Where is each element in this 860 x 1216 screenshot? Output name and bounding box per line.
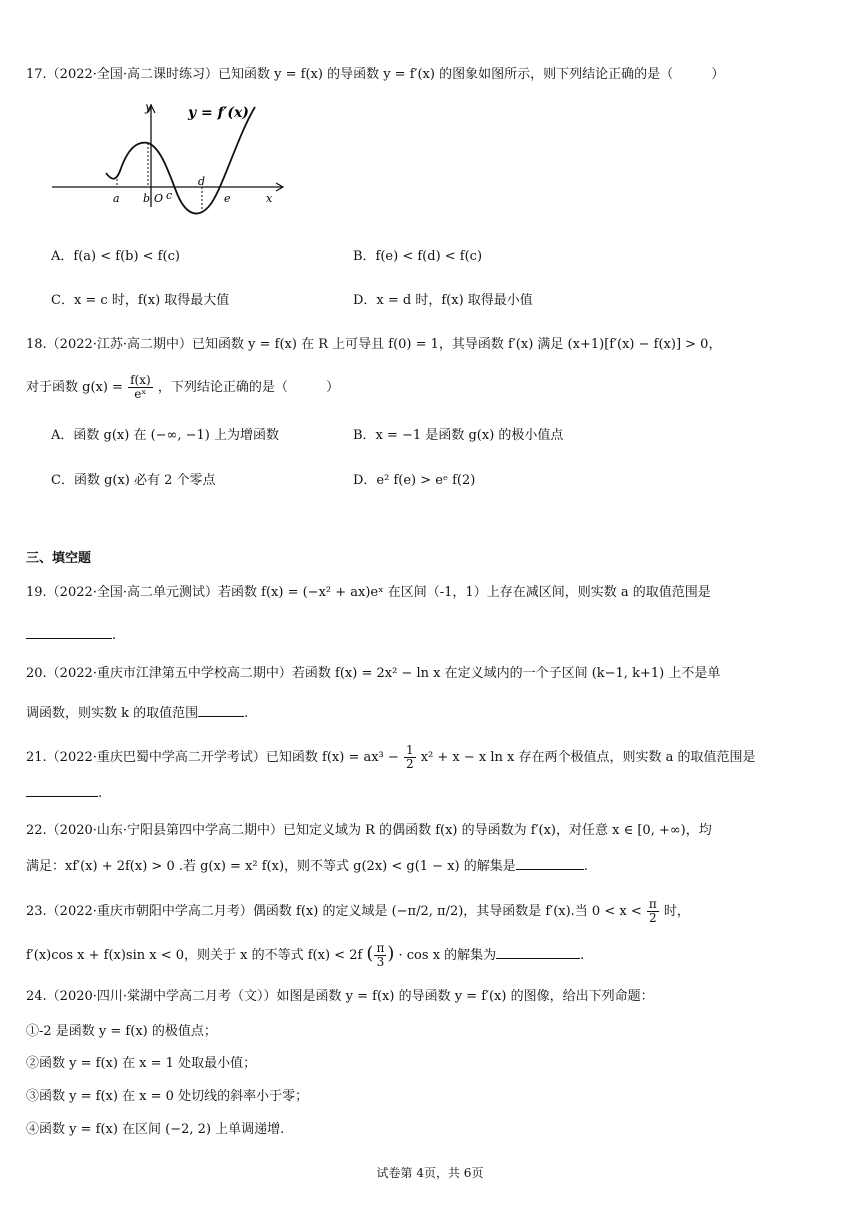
q21-line1-a: 21.（2022·重庆巴蜀中学高二开学考试）已知函数 f(x) = ax³ − xyxy=(26,750,399,765)
q23-line2-a: f′(x)cos x + f(x)sin x < 0，则关于 x 的不等式 f(x) < 2f xyxy=(26,948,363,963)
q17-option-b: B．f(e) < f(d) < f(c) xyxy=(353,249,483,264)
q18-stem-line1: 18.（2022·江苏·高二期中）已知函数 y = f(x) 在 R 上可导且 f(0) = 1，其导函数 f′(x) 满足 (x+1)[f′(x) − f(x)] > 0， xyxy=(26,337,722,352)
q17-option-a: A．f(a) < f(b) < f(c) xyxy=(51,249,180,264)
q18-frac-den: eˣ xyxy=(134,387,147,401)
q21-line2 xyxy=(26,784,102,803)
q17-option-c: C．x = c 时，f(x) 取得最大值 xyxy=(51,293,230,308)
q22-line2-text: 满足：xf′(x) + 2f(x) > 0 .若 g(x) = x² f(x)，则不等式 g(2x) < g(1 − x) 的解集是 xyxy=(26,859,516,874)
q23-line1-b: ，其导函数是 f′(x).当 0 < x < xyxy=(463,904,642,919)
q19-period: . xyxy=(112,628,117,643)
q21-frac-den: 2 xyxy=(405,757,414,771)
q23-line2 xyxy=(26,942,584,969)
q17-label-b: b xyxy=(143,192,151,205)
q18-stem2-b: ，下列结论正确的是（ xyxy=(157,380,288,395)
q18-stem2-a: 对于函数 g(x) = xyxy=(26,380,123,395)
q22-period: . xyxy=(583,859,588,874)
q17-label-d: d xyxy=(198,175,206,188)
q21-frac-num: 1 xyxy=(405,743,414,757)
q23-frac1-den: 2 xyxy=(648,911,657,925)
q22-line1: 22.（2020·山东·宁阳县第四中学高二期中）已知定义域为 R 的偶函数 f(x) 的导函数为 f′(x)，对任意 x ∈ [0, +∞)，均 xyxy=(26,823,712,838)
q24-item-2: ②函数 y = f(x) 在 x = 1 处取最小值； xyxy=(26,1056,257,1071)
q18-stem-line2 xyxy=(26,374,339,401)
q20-period: . xyxy=(244,706,249,721)
section-heading-fill-in: 三、填空题 xyxy=(26,551,92,566)
q17-option-d: D．x = d 时，f(x) 取得最小值 xyxy=(353,293,533,308)
q23-period: . xyxy=(580,948,585,963)
q21-period: . xyxy=(98,786,103,801)
q17-label-a: a xyxy=(113,192,120,205)
q21-line1-b: x² + x − x ln x 存在两个极值点，则实数 a 的取值范围是 xyxy=(420,750,756,765)
q17-label-c: c xyxy=(166,189,173,202)
q18-option-d: D．e² f(e) > eᵉ f(2) xyxy=(353,473,476,488)
q24-item-3: ③函数 y = f(x) 在 x = 0 处切线的斜率小于零； xyxy=(26,1089,309,1104)
q23-frac2-num: π xyxy=(376,941,385,955)
q23-fraction-1 xyxy=(647,898,659,925)
q23-answer-blank[interactable] xyxy=(496,946,580,959)
q17-label-y: y xyxy=(145,100,152,114)
q22-answer-blank[interactable] xyxy=(516,857,584,870)
q23-line2-b: · cos x 的解集为 xyxy=(398,948,497,963)
q17-curve xyxy=(106,107,255,213)
q24-item-4: ④函数 y = f(x) 在区间 (−2, 2) 上单调递增. xyxy=(26,1122,285,1137)
q23-paren-open: ( xyxy=(366,943,374,964)
page-footer: 试卷第 4页，共 6页 xyxy=(376,1166,484,1180)
q20-line2 xyxy=(26,704,248,723)
q18-frac-num: f(x) xyxy=(130,373,151,387)
q18-option-b: B．x = −1 是函数 g(x) 的极小值点 xyxy=(353,428,564,443)
q23-frac1-num: π xyxy=(648,897,657,911)
q20-line2-text: 调函数，则实数 k 的取值范围 xyxy=(26,706,199,721)
q17-label-title: y = f′(x) xyxy=(188,105,249,121)
q23-interval: (−π/2, π/2) xyxy=(391,904,464,919)
q17-label-o: O xyxy=(154,192,164,205)
q17-stem-close: ） xyxy=(711,67,725,82)
q17-label-e: e xyxy=(224,192,231,205)
q19-line2 xyxy=(26,626,116,645)
q19-line1: 19.（2022·全国·高二单元测试）若函数 f(x) = (−x² + ax)eˣ 在区间（-1，1）上存在减区间，则实数 a 的取值范围是 xyxy=(26,585,711,600)
q23-fraction-2 xyxy=(374,942,386,969)
q18-fraction xyxy=(128,374,153,401)
q23-paren-close: ) xyxy=(387,943,395,964)
q23-line1 xyxy=(26,898,690,925)
q21-line1 xyxy=(26,744,756,771)
q20-line1: 20.（2022·重庆市江津第五中学校高二期中）若函数 f(x) = 2x² − ln x 在定义域内的一个子区间 (k−1, k+1) 上不是单 xyxy=(26,666,721,681)
q17-stem xyxy=(26,66,724,84)
q18-stem2-c: ） xyxy=(326,380,340,395)
q23-line1-a: 23.（2022·重庆市朝阳中学高二月考）偶函数 f(x) 的定义域是 xyxy=(26,904,388,919)
q21-answer-blank[interactable] xyxy=(26,784,98,797)
q24-line1: 24.（2020·四川·棠湖中学高二月考（文））如图是函数 y = f(x) 的导函数 y = f′(x) 的图像，给出下列命题： xyxy=(26,989,654,1004)
q22-line2 xyxy=(26,857,588,876)
q17-label-x: x xyxy=(266,192,273,205)
q18-option-c: C．函数 g(x) 必有 2 个零点 xyxy=(51,473,216,488)
q18-option-a: A．函数 g(x) 在 (−∞, −1) 上为增函数 xyxy=(51,428,280,443)
q23-frac2-den: 3 xyxy=(376,955,385,969)
q19-answer-blank[interactable] xyxy=(26,626,112,639)
q17-stem-text: 17.（2022·全国·高二课时练习）已知函数 y = f(x) 的导函数 y = f′(x) 的图象如图所示，则下列结论正确的是（ xyxy=(26,67,674,82)
q23-line1-c: 时， xyxy=(663,904,690,919)
q17-derivative-graph xyxy=(50,95,290,215)
q24-item-1: ①-2 是函数 y = f(x) 的极值点； xyxy=(26,1024,217,1039)
q21-fraction xyxy=(404,744,416,771)
q20-answer-blank[interactable] xyxy=(198,704,244,717)
